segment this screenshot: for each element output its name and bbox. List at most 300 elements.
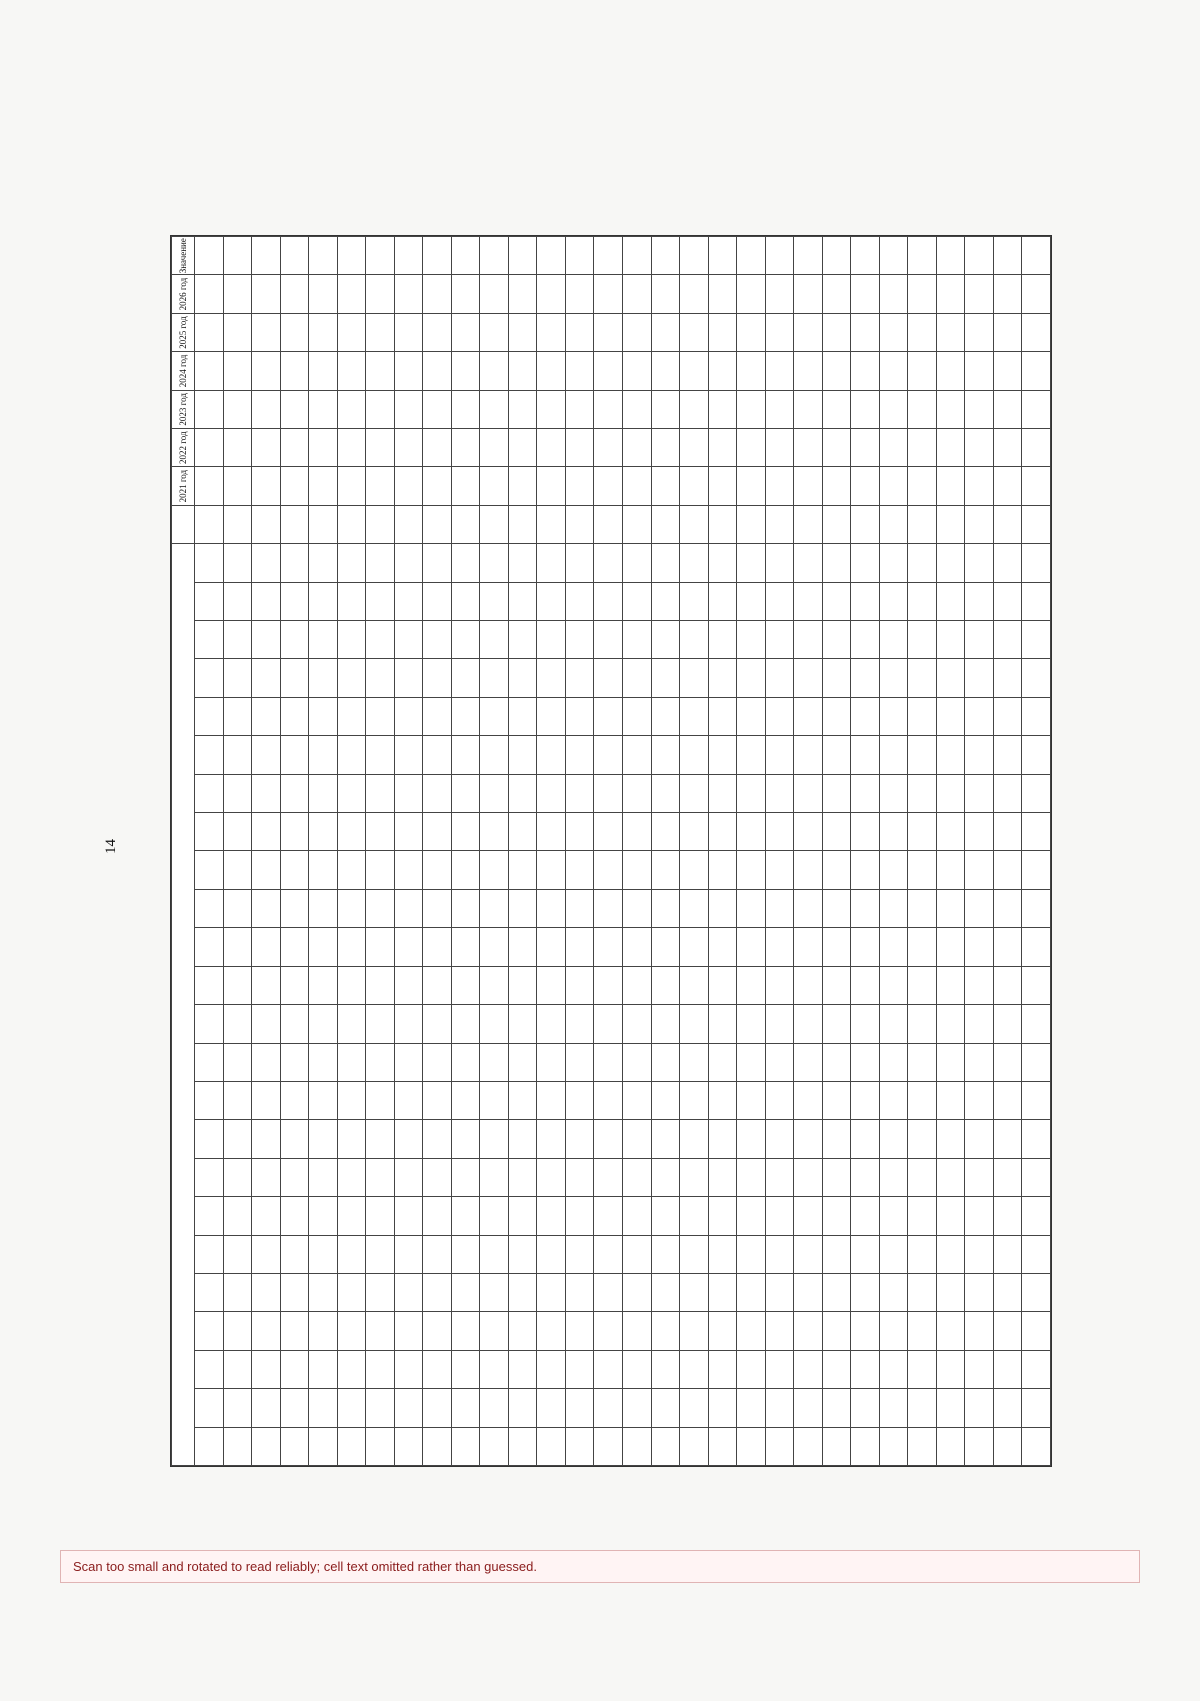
table-cell: [737, 889, 766, 927]
table-cell: [622, 352, 651, 390]
table-cell: [280, 1120, 309, 1158]
table-cell: [993, 1273, 1022, 1311]
table-cell: [366, 889, 395, 927]
table-cell: [423, 1120, 452, 1158]
table-cell: [1022, 1427, 1051, 1465]
table-cell: [480, 1005, 509, 1043]
table-cell: [337, 429, 366, 467]
table-cell: [480, 275, 509, 313]
table-cell: [908, 813, 937, 851]
table-cell: [252, 697, 281, 735]
table-cell: [195, 429, 224, 467]
table-cell: [394, 1235, 423, 1273]
table-cell: [737, 1389, 766, 1427]
table-cell: [651, 621, 680, 659]
table-cell: [622, 1350, 651, 1388]
table-cell: [252, 352, 281, 390]
table-cell: [195, 659, 224, 697]
table-cell: [851, 582, 880, 620]
table-cell: [851, 1120, 880, 1158]
table-cell: [423, 505, 452, 543]
table-cell: [851, 1273, 880, 1311]
table-cell: [565, 1389, 594, 1427]
table-cell: [965, 1005, 994, 1043]
table-cell: [594, 352, 623, 390]
table-cell: [280, 275, 309, 313]
table-cell: [765, 736, 794, 774]
table-cell: [451, 928, 480, 966]
table-cell: [737, 1235, 766, 1273]
table-cell: [794, 1350, 823, 1388]
table-cell: [936, 813, 965, 851]
table-cell: [1022, 1158, 1051, 1196]
table-cell: [565, 313, 594, 351]
table-cell: [737, 237, 766, 275]
table-cell: [765, 1120, 794, 1158]
table-cell: [822, 736, 851, 774]
table-cell: [223, 1043, 252, 1081]
table-cell: [622, 582, 651, 620]
table-cell: [622, 621, 651, 659]
table-cell: [622, 697, 651, 735]
table-cell: [565, 621, 594, 659]
table-cell: [423, 275, 452, 313]
table-cell: [993, 1350, 1022, 1388]
table-cell: [936, 1005, 965, 1043]
table-cell: [794, 966, 823, 1004]
table-cell: [1022, 352, 1051, 390]
table-cell: [794, 237, 823, 275]
table-cell: [252, 928, 281, 966]
table-cell: [651, 582, 680, 620]
table-cell: [223, 966, 252, 1004]
table-cell: [594, 467, 623, 505]
table-cell: [252, 313, 281, 351]
table-cell: [822, 966, 851, 1004]
table-cell: [965, 1350, 994, 1388]
table-cell: [280, 1158, 309, 1196]
table-cell: [223, 774, 252, 812]
table-row: [394, 237, 423, 1466]
table-cell: [993, 544, 1022, 582]
table-cell: [223, 659, 252, 697]
table-cell: [565, 352, 594, 390]
table-cell: [965, 1273, 994, 1311]
table-cell: [252, 621, 281, 659]
table-cell: [280, 697, 309, 735]
table-cell: [765, 1312, 794, 1350]
table-cell: [537, 1273, 566, 1311]
table-cell: [366, 736, 395, 774]
table-cell: [280, 237, 309, 275]
table-row: [565, 237, 594, 1466]
table-cell: [708, 697, 737, 735]
year-2025: 2025 год: [172, 313, 195, 351]
table-cell: [794, 1043, 823, 1081]
table-cell: [366, 505, 395, 543]
table-cell: [223, 1312, 252, 1350]
table-cell: [223, 736, 252, 774]
table-row: [480, 237, 509, 1466]
table-cell: [195, 1043, 224, 1081]
table-cell: [908, 505, 937, 543]
table-cell: [508, 889, 537, 927]
table-cell: [822, 1043, 851, 1081]
table-cell: [765, 1158, 794, 1196]
table-cell: [794, 390, 823, 428]
table-cell: [737, 851, 766, 889]
table-cell: [223, 237, 252, 275]
table-cell: [622, 237, 651, 275]
table-cell: [851, 1389, 880, 1427]
table-cell: [195, 1427, 224, 1465]
table-cell: [680, 1005, 709, 1043]
table-cell: [309, 1350, 338, 1388]
table-cell: [480, 390, 509, 428]
table-cell: [965, 621, 994, 659]
table-cell: [537, 582, 566, 620]
table-cell: [309, 313, 338, 351]
table-cell: [508, 352, 537, 390]
table-cell: [936, 544, 965, 582]
table-cell: [879, 1158, 908, 1196]
table-cell: [337, 1005, 366, 1043]
table-cell: [622, 1389, 651, 1427]
table-cell: [594, 1427, 623, 1465]
year-2026: 2026 год: [172, 275, 195, 313]
table-cell: [765, 851, 794, 889]
table-cell: [537, 813, 566, 851]
table-cell: [965, 313, 994, 351]
table-cell: [337, 966, 366, 1004]
table-cell: [737, 505, 766, 543]
table-cell: [309, 582, 338, 620]
table-cell: [794, 1197, 823, 1235]
table-cell: [195, 1235, 224, 1273]
table-cell: [765, 1273, 794, 1311]
table-cell: [451, 1389, 480, 1427]
table-cell: [537, 313, 566, 351]
table-cell: [879, 736, 908, 774]
table-cell: [908, 774, 937, 812]
table-cell: [622, 275, 651, 313]
table-cell: [280, 928, 309, 966]
table-cell: [195, 1389, 224, 1427]
table-cell: [908, 966, 937, 1004]
table-cell: [680, 813, 709, 851]
table-cell: [651, 928, 680, 966]
table-cell: [822, 467, 851, 505]
table-cell: [651, 1350, 680, 1388]
table-cell: [936, 1235, 965, 1273]
table-cell: [309, 352, 338, 390]
table-cell: [309, 505, 338, 543]
table-cell: [622, 736, 651, 774]
table-cell: [708, 544, 737, 582]
table-cell: [879, 467, 908, 505]
table-cell: [195, 736, 224, 774]
table-cell: [565, 467, 594, 505]
table-cell: [195, 1273, 224, 1311]
table-cell: [708, 275, 737, 313]
table-cell: [708, 1005, 737, 1043]
table-cell: [451, 1158, 480, 1196]
table-cell: [879, 313, 908, 351]
table-cell: [537, 429, 566, 467]
table-cell: [879, 1389, 908, 1427]
table-cell: [794, 813, 823, 851]
table-cell: [908, 237, 937, 275]
table-cell: [822, 313, 851, 351]
table-cell: [794, 544, 823, 582]
table-cell: [1022, 1197, 1051, 1235]
table-cell: [879, 275, 908, 313]
table-cell: [508, 544, 537, 582]
table-cell: [794, 505, 823, 543]
table-cell: [822, 505, 851, 543]
table-cell: [879, 928, 908, 966]
table-cell: [594, 928, 623, 966]
table-cell: [309, 774, 338, 812]
table-cell: [337, 1350, 366, 1388]
table-cell: [394, 429, 423, 467]
table-cell: [394, 313, 423, 351]
table-cell: [651, 1312, 680, 1350]
table-cell: [908, 1427, 937, 1465]
table-cell: [280, 1081, 309, 1119]
table-cell: [993, 621, 1022, 659]
table-cell: [622, 928, 651, 966]
table-cell: [195, 813, 224, 851]
table-cell: [423, 1197, 452, 1235]
table-cell: [337, 928, 366, 966]
table-cell: [280, 813, 309, 851]
table-cell: [537, 1005, 566, 1043]
table-cell: [680, 621, 709, 659]
table-cell: [651, 1273, 680, 1311]
table-cell: [394, 467, 423, 505]
table-cell: [565, 1005, 594, 1043]
table-cell: [309, 237, 338, 275]
table-cell: [280, 582, 309, 620]
table-cell: [1022, 313, 1051, 351]
table-cell: [737, 928, 766, 966]
table-row: [594, 237, 623, 1466]
table-cell: [708, 1197, 737, 1235]
table-cell: [651, 1427, 680, 1465]
table-cell: [851, 1005, 880, 1043]
table-cell: [280, 1005, 309, 1043]
table-cell: [309, 1389, 338, 1427]
table-cell: [737, 582, 766, 620]
table-cell: [309, 1235, 338, 1273]
table-cell: [822, 1427, 851, 1465]
table-cell: [737, 352, 766, 390]
table-cell: [366, 813, 395, 851]
table-cell: [252, 1235, 281, 1273]
table-cell: [622, 1120, 651, 1158]
table-cell: [565, 966, 594, 1004]
table-cell: [765, 889, 794, 927]
table-cell: [252, 966, 281, 1004]
table-cell: [508, 813, 537, 851]
table-cell: [936, 851, 965, 889]
table-cell: [252, 429, 281, 467]
table-cell: [223, 582, 252, 620]
table-cell: [879, 544, 908, 582]
table-cell: [480, 429, 509, 467]
table-row: [822, 237, 851, 1466]
table-cell: [565, 390, 594, 428]
table-cell: [537, 467, 566, 505]
table-cell: [708, 659, 737, 697]
table-cell: [765, 928, 794, 966]
table-cell: [223, 1427, 252, 1465]
table-cell: [366, 275, 395, 313]
table-cell: [537, 697, 566, 735]
table-cell: [537, 1120, 566, 1158]
table-cell: [993, 352, 1022, 390]
table-cell: [366, 966, 395, 1004]
table-cell: [423, 659, 452, 697]
table-cell: [223, 928, 252, 966]
table-cell: [252, 851, 281, 889]
table-cell: [622, 505, 651, 543]
table-cell: [451, 1081, 480, 1119]
table-cell: [851, 1312, 880, 1350]
table-cell: [195, 237, 224, 275]
table-row: [651, 237, 680, 1466]
table-cell: [708, 429, 737, 467]
table-cell: [993, 813, 1022, 851]
table-cell: [537, 736, 566, 774]
table-cell: [851, 1235, 880, 1273]
table-cell: [252, 544, 281, 582]
table-cell: [765, 237, 794, 275]
table-cell: [965, 275, 994, 313]
table-cell: [1022, 1120, 1051, 1158]
table-cell: [680, 582, 709, 620]
table-cell: [508, 621, 537, 659]
table-cell: [423, 313, 452, 351]
table-cell: [737, 659, 766, 697]
table-cell: [936, 621, 965, 659]
table-cell: [1022, 1005, 1051, 1043]
table-cell: [537, 1389, 566, 1427]
table-cell: [822, 1120, 851, 1158]
table-cell: [737, 1312, 766, 1350]
table-cell: [366, 1312, 395, 1350]
table-cell: [451, 659, 480, 697]
table-cell: [223, 429, 252, 467]
table-cell: [594, 1235, 623, 1273]
table-cell: [451, 1235, 480, 1273]
table-cell: [680, 1389, 709, 1427]
table-cell: [394, 659, 423, 697]
table-cell: [851, 275, 880, 313]
table-cell: [851, 1197, 880, 1235]
table-cell: [223, 1235, 252, 1273]
table-cell: [851, 813, 880, 851]
table-cell: [480, 659, 509, 697]
table-cell: [622, 1312, 651, 1350]
table-cell: [594, 275, 623, 313]
table-row: [366, 237, 395, 1466]
table-cell: [480, 467, 509, 505]
table-cell: [423, 390, 452, 428]
table-cell: [565, 1043, 594, 1081]
table-cell: [737, 275, 766, 313]
table-cell: [451, 429, 480, 467]
table-cell: [737, 429, 766, 467]
table-cell: [879, 621, 908, 659]
table-row: [537, 237, 566, 1466]
table-cell: [508, 774, 537, 812]
table-cell: [794, 1158, 823, 1196]
table-cell: [936, 1158, 965, 1196]
table-cell: [594, 1081, 623, 1119]
table-cell: [993, 928, 1022, 966]
table-cell: [309, 544, 338, 582]
table-cell: [965, 1120, 994, 1158]
table-cell: [309, 659, 338, 697]
table-cell: [622, 851, 651, 889]
table-cell: [908, 390, 937, 428]
table-row: [622, 237, 651, 1466]
table-cell: [394, 275, 423, 313]
table-cell: [851, 313, 880, 351]
table-cell: [993, 467, 1022, 505]
table-cell: [936, 1081, 965, 1119]
table-cell: [965, 1235, 994, 1273]
table-cell: [252, 1197, 281, 1235]
table-cell: [252, 1389, 281, 1427]
table-cell: [794, 928, 823, 966]
table-cell: [651, 1120, 680, 1158]
table-cell: [822, 1273, 851, 1311]
table-cell: [394, 1005, 423, 1043]
table-cell: [565, 1158, 594, 1196]
table-cell: [908, 313, 937, 351]
table-cell: [908, 1120, 937, 1158]
table-cell: [423, 429, 452, 467]
table-cell: [680, 544, 709, 582]
table-cell: [594, 1120, 623, 1158]
table-cell: [195, 774, 224, 812]
table-cell: [223, 1389, 252, 1427]
table-cell: [565, 659, 594, 697]
table-cell: [651, 352, 680, 390]
table-cell: [1022, 237, 1051, 275]
table-cell: [423, 889, 452, 927]
table-cell: [708, 1235, 737, 1273]
table-cell: [794, 429, 823, 467]
table-cell: [195, 275, 224, 313]
table-cell: [936, 275, 965, 313]
table-cell: [337, 736, 366, 774]
table-cell: [309, 1120, 338, 1158]
table-cell: [965, 813, 994, 851]
table-cell: [366, 1158, 395, 1196]
table-cell: [908, 1081, 937, 1119]
table-cell: [680, 313, 709, 351]
table-cell: [423, 1235, 452, 1273]
table-cell: [537, 774, 566, 812]
table-cell: [366, 1427, 395, 1465]
table-cell: [936, 966, 965, 1004]
table-cell: [822, 582, 851, 620]
table-cell: [337, 275, 366, 313]
